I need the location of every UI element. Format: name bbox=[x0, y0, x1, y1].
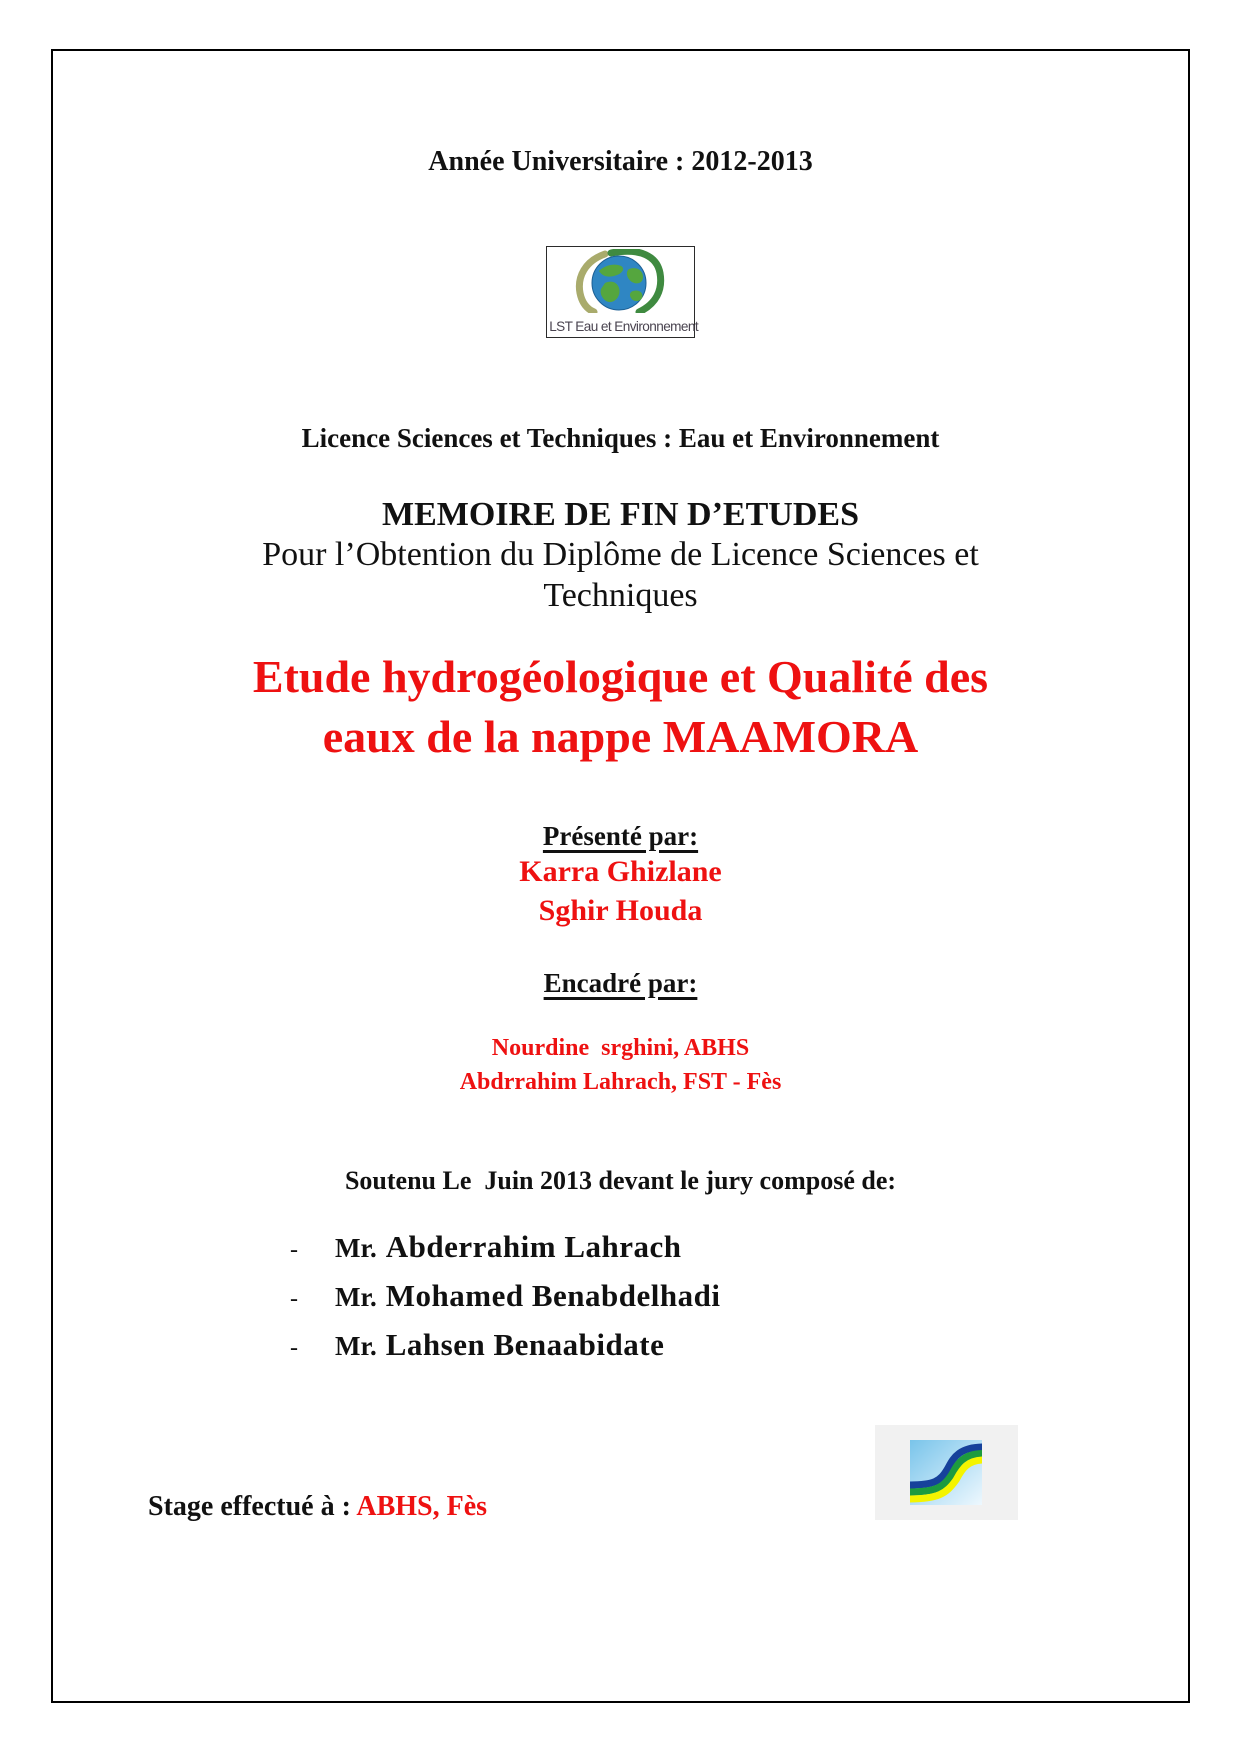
memoire-subheading-line1: Pour l’Obtention du Diplôme de Licence Sciences et bbox=[262, 536, 979, 573]
internship-location: ABHS, Fès bbox=[356, 1491, 488, 1522]
list-dash: - bbox=[290, 1237, 298, 1263]
list-dash: - bbox=[290, 1286, 298, 1312]
jury-member-prefix: Mr. bbox=[335, 1331, 377, 1361]
program-line: Licence Sciences et Techniques : Eau et Environnement bbox=[301, 423, 940, 453]
abhs-logo bbox=[875, 1425, 1018, 1520]
jury-member-name: Abderrahim Lahrach bbox=[385, 1229, 682, 1264]
thesis-title-line2: eaux de la nappe MAAMORA bbox=[322, 711, 919, 762]
memoire-heading: MEMOIRE DE FIN D’ETUDES bbox=[382, 496, 859, 533]
memoire-subheading-line2: Techniques bbox=[543, 577, 698, 614]
defense-intro-line: Soutenu Le Juin 2013 devant le jury composé de: bbox=[344, 1166, 897, 1195]
jury-member-name: Lahsen Benaabidate bbox=[385, 1327, 665, 1362]
lst-logo bbox=[546, 246, 699, 338]
supervised-by-label: Encadré par: bbox=[543, 968, 698, 998]
abhs-s-curve-icon bbox=[910, 1440, 982, 1505]
academic-year-line: Année Universitaire : 2012-2013 bbox=[428, 146, 813, 177]
jury-member-name: Mohamed Benabdelhadi bbox=[385, 1278, 721, 1313]
jury-member-row bbox=[290, 1277, 720, 1318]
list-dash: - bbox=[290, 1335, 298, 1361]
lst-logo-caption: LST Eau et Environnement bbox=[549, 318, 699, 334]
internship-label: Stage effectué à : bbox=[148, 1491, 357, 1522]
jury-list bbox=[290, 1228, 720, 1375]
presented-by-label: Présenté par: bbox=[542, 821, 699, 851]
globe-icon bbox=[547, 249, 694, 313]
supervisor-name: Abdrrahim Lahrach, FST - Fès bbox=[459, 1069, 782, 1095]
author-name: Karra Ghizlane bbox=[519, 855, 722, 888]
jury-member-prefix: Mr. bbox=[335, 1233, 377, 1263]
supervisor-name: Nourdine srghini, ABHS bbox=[491, 1035, 750, 1061]
thesis-title-line1: Etude hydrogéologique et Qualité des bbox=[252, 651, 989, 702]
author-name: Sghir Houda bbox=[538, 894, 703, 927]
jury-member-row bbox=[290, 1326, 720, 1367]
internship-line bbox=[148, 1491, 487, 1523]
jury-member-row bbox=[290, 1228, 720, 1269]
jury-member-prefix: Mr. bbox=[335, 1282, 377, 1312]
